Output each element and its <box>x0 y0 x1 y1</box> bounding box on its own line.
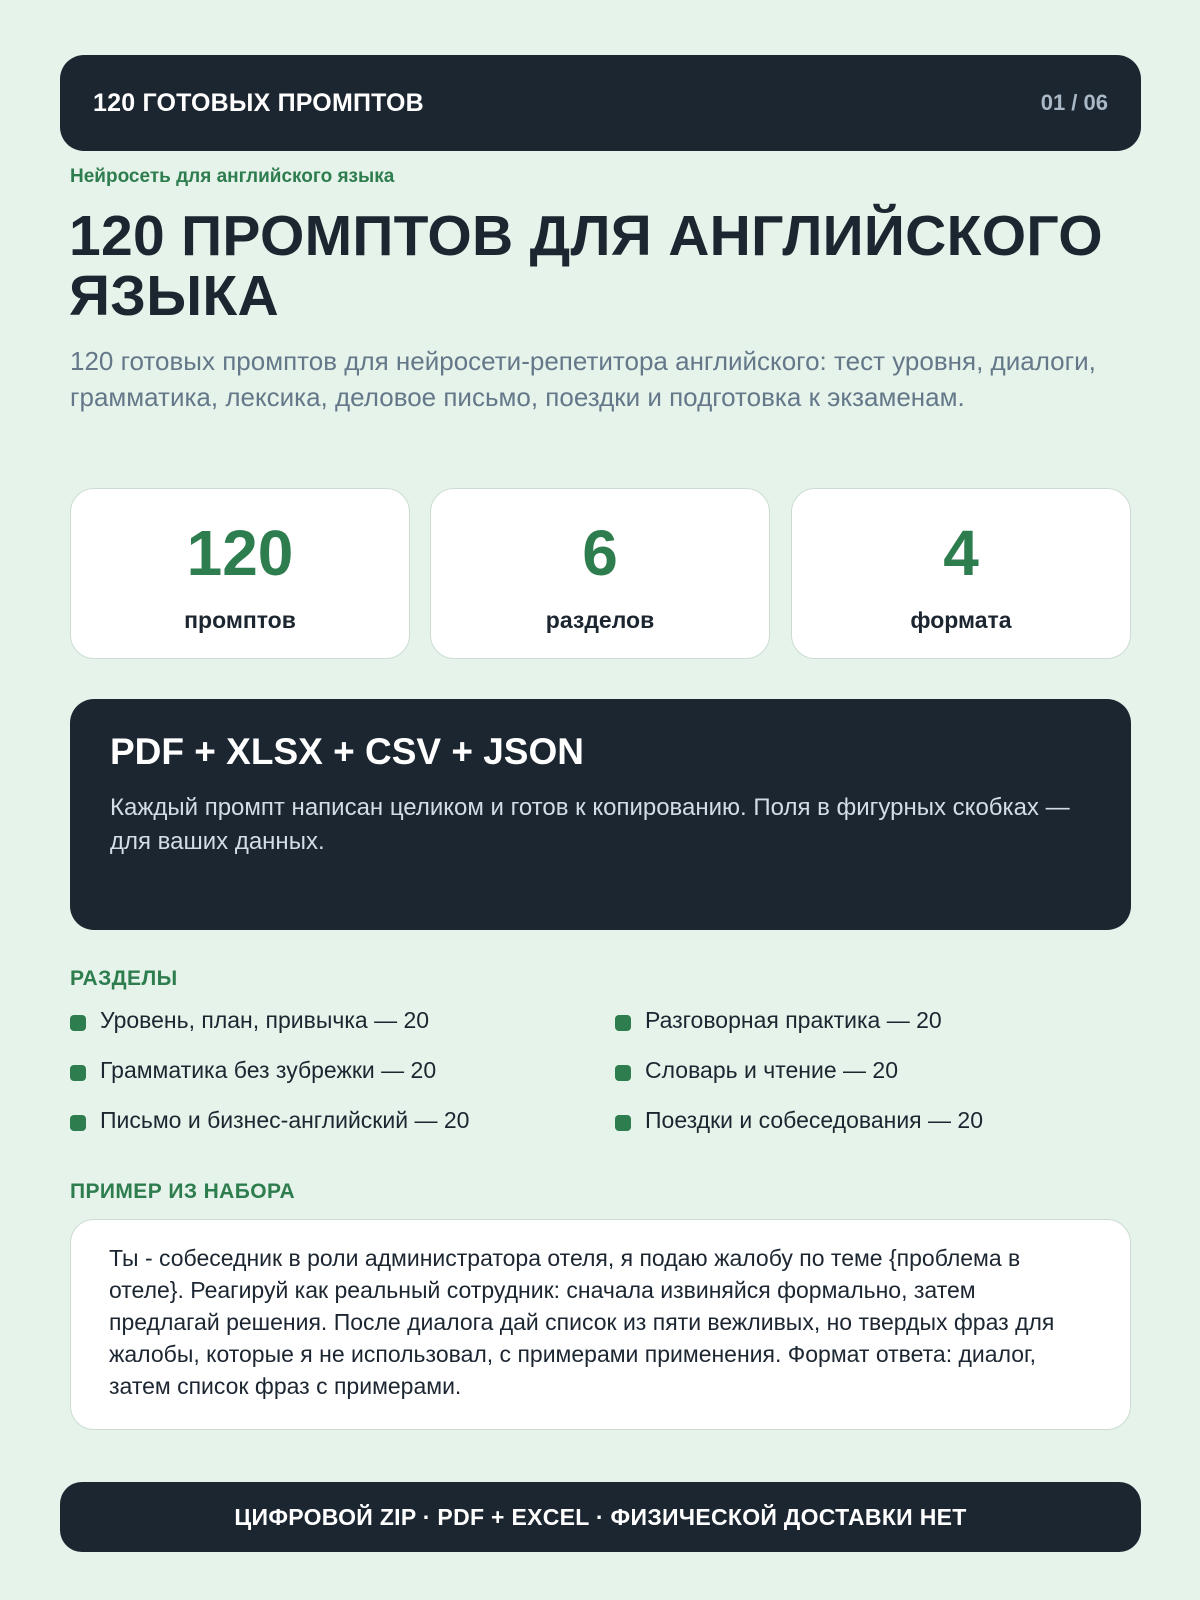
stat-card-sections <box>430 488 770 659</box>
formats-panel <box>70 699 1131 930</box>
bullet-icon <box>615 1015 631 1031</box>
bullet-icon <box>615 1115 631 1131</box>
eyebrow-text: Нейросеть для английского языка <box>70 166 395 187</box>
section-item-label: Письмо и бизнес-английский — 20 <box>100 1106 470 1133</box>
section-item-label: Грамматика без зубрежки — 20 <box>100 1056 437 1083</box>
formats-title: PDF + XLSX + CSV + JSON <box>110 731 584 772</box>
section-item-label: Разговорная практика — 20 <box>645 1006 942 1033</box>
stat-value: 4 <box>943 517 979 589</box>
bullet-icon <box>615 1065 631 1081</box>
lead-description: 120 готовых промптов для нейросети-репетитора английского: тест уровня, диалоги, грамматика, лексика, деловое письмо, поездки и подготовка к экзаменам. <box>70 346 1096 412</box>
footer-bar <box>60 1482 1141 1552</box>
sections-heading: РАЗДЕЛЫ <box>70 967 178 990</box>
header-bar <box>60 55 1141 151</box>
stats-row <box>70 488 1131 659</box>
list-item <box>615 1105 983 1135</box>
list-item <box>70 1055 436 1085</box>
stat-label: промптов <box>184 607 296 633</box>
list-item <box>70 1005 429 1035</box>
example-text: Ты - собеседник в роли администратора отеля, я подаю жалобу по теме {проблема в отеле}. Реагируй как реальный сотрудник: сначала извиняйся формально, затем предлагай решения. После диалога дай список из пяти вежливых, но твердых фраз для жалобы, которые я не использовал, с примерами применения. Формат ответа: диалог, затем список фраз с примерами. <box>109 1245 1055 1399</box>
section-item-label: Словарь и чтение — 20 <box>645 1056 898 1083</box>
list-item <box>70 1105 469 1135</box>
stat-card-formats <box>791 488 1131 659</box>
list-item <box>615 1055 898 1085</box>
list-item <box>615 1005 942 1035</box>
stat-value: 6 <box>582 517 618 589</box>
bullet-icon <box>70 1015 86 1031</box>
stat-card-prompts <box>70 488 410 659</box>
header-title: 120 ГОТОВЫХ ПРОМПТОВ <box>93 88 424 117</box>
bullet-icon <box>70 1065 86 1081</box>
example-heading: ПРИМЕР ИЗ НАБОРА <box>70 1180 296 1203</box>
page-title: 120 ПРОМПТОВ ДЛЯ АНГЛИЙСКОГО ЯЗЫКА <box>69 204 1103 328</box>
stat-value: 120 <box>186 517 294 589</box>
example-card <box>70 1219 1131 1430</box>
bullet-icon <box>70 1115 86 1131</box>
section-item-label: Уровень, план, привычка — 20 <box>100 1006 430 1033</box>
section-item-label: Поездки и собеседования — 20 <box>645 1106 983 1133</box>
footer-text: ЦИФРОВОЙ ZIP · PDF + EXCEL · ФИЗИЧЕСКОЙ ДОСТАВКИ НЕТ <box>234 1503 967 1530</box>
stat-label: формата <box>910 607 1012 633</box>
stat-label: разделов <box>545 607 655 633</box>
formats-description: Каждый промпт написан целиком и готов к копированию. Поля в фигурных скобках — для ваших данных. <box>110 794 1070 855</box>
page-indicator: 01 / 06 <box>1040 90 1108 115</box>
sections-list <box>70 1005 1131 1155</box>
